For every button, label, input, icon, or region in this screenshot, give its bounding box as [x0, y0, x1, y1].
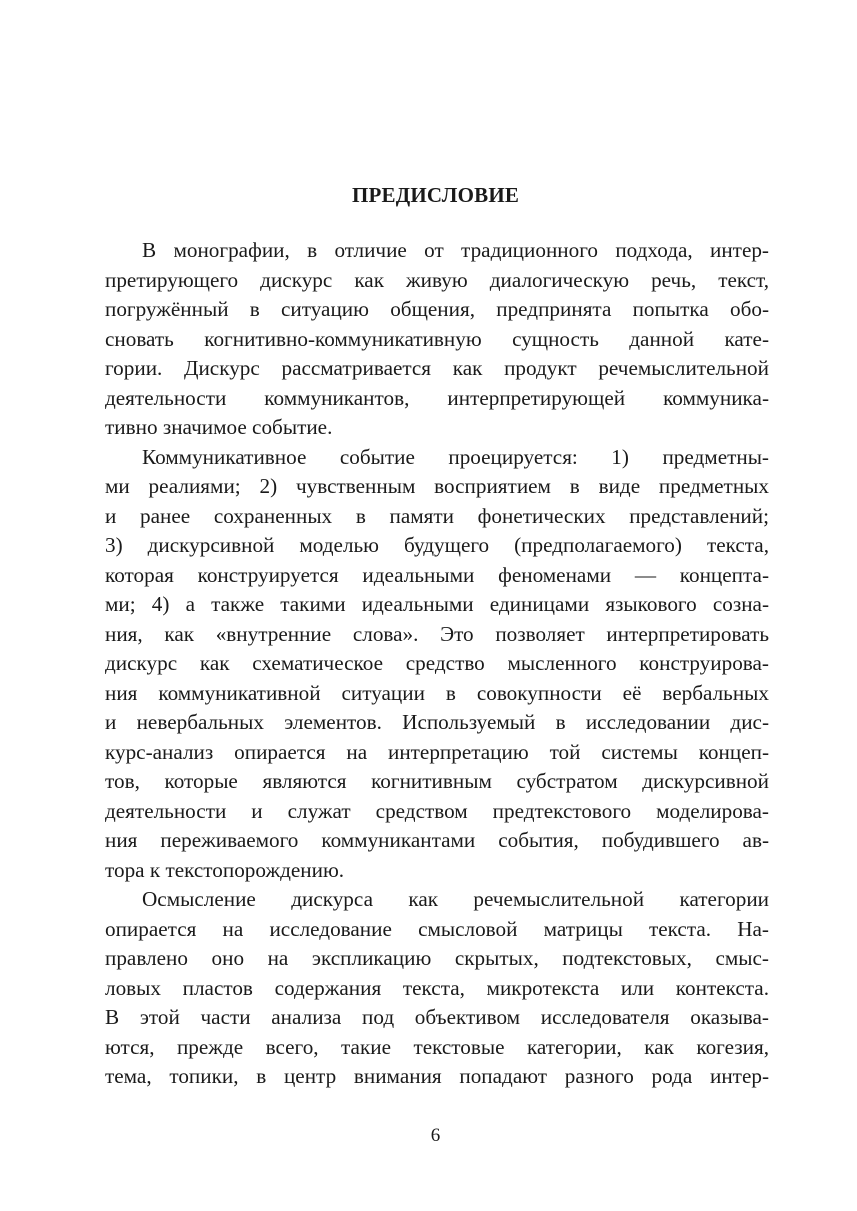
text-line: дискурс как схематическое средство мысленного конструирова-	[105, 651, 769, 675]
text-line: тора к текстопорождению.	[105, 857, 345, 882]
text-line: В монографии, в отличие от традиционного подхода, интер-	[142, 238, 769, 262]
text-line: гории. Дискурс рассматривается как продукт речемыслительной	[105, 356, 769, 380]
text-line: которая конструируется идеальными феноменами — концепта-	[105, 562, 769, 587]
text-line: претирующего дискурс как живую диалогическую речь, текст,	[105, 267, 769, 292]
text-line: Коммуникативное событие проецируется: 1) предметны-	[142, 444, 769, 469]
text-line: Осмысление дискурса как речемыслительной категории	[142, 887, 769, 911]
text-line: погружённый в ситуацию общения, предпринята попытка обо-	[105, 297, 769, 321]
text-line: опирается на исследование смысловой матрицы текста. На-	[105, 916, 769, 941]
text-line: и невербальных элементов. Используемый в исследовании дис-	[105, 710, 769, 734]
text-line: ния коммуникативной ситуации в совокупности её вербальных	[105, 680, 769, 705]
text-line: правлено оно на экспликацию скрытых, подтекстовых, смыс-	[105, 946, 769, 970]
text-line: курс-анализ опирается на интерпретацию той системы концеп-	[105, 739, 769, 764]
text-line: деятельности коммуникантов, интерпретирующей коммуника-	[105, 385, 769, 410]
text-line: ми; 4) а также такими идеальными единицами языкового созна-	[105, 592, 769, 616]
text-line: тема, топики, в центр внимания попадают разного рода интер-	[105, 1064, 769, 1088]
page-number: 6	[430, 1125, 441, 1146]
text-line: и ранее сохраненных в памяти фонетических представлений;	[105, 503, 769, 528]
text-line: 3) дискурсивной моделью будущего (предполагаемого) текста,	[105, 533, 769, 557]
text-line: тивно значимое событие.	[105, 415, 333, 439]
text-line: В этой части анализа под объективом исследователя оказыва-	[105, 1005, 769, 1029]
text-line: ния, как «внутренние слова». Это позволяет интерпретировать	[105, 621, 769, 646]
text-line: ловых пластов содержания текста, микротекста или контекста.	[105, 975, 769, 1000]
text-line: деятельности и служат средством предтекстового моделирова-	[105, 798, 769, 823]
text-line: ются, прежде всего, такие текстовые категории, как когезия,	[105, 1034, 769, 1059]
body-text	[105, 236, 769, 1092]
text-line: сновать когнитивно-коммуникативную сущность данной кате-	[105, 326, 769, 351]
text-line: ния переживаемого коммуникантами события, побудившего ав-	[105, 828, 769, 852]
text-line: ми реалиями; 2) чувственным восприятием в виде предметных	[105, 474, 769, 498]
text-line: тов, которые являются когнитивным субстратом дискурсивной	[105, 769, 769, 793]
page-title: ПРЕДИСЛОВИЕ	[351, 183, 520, 207]
